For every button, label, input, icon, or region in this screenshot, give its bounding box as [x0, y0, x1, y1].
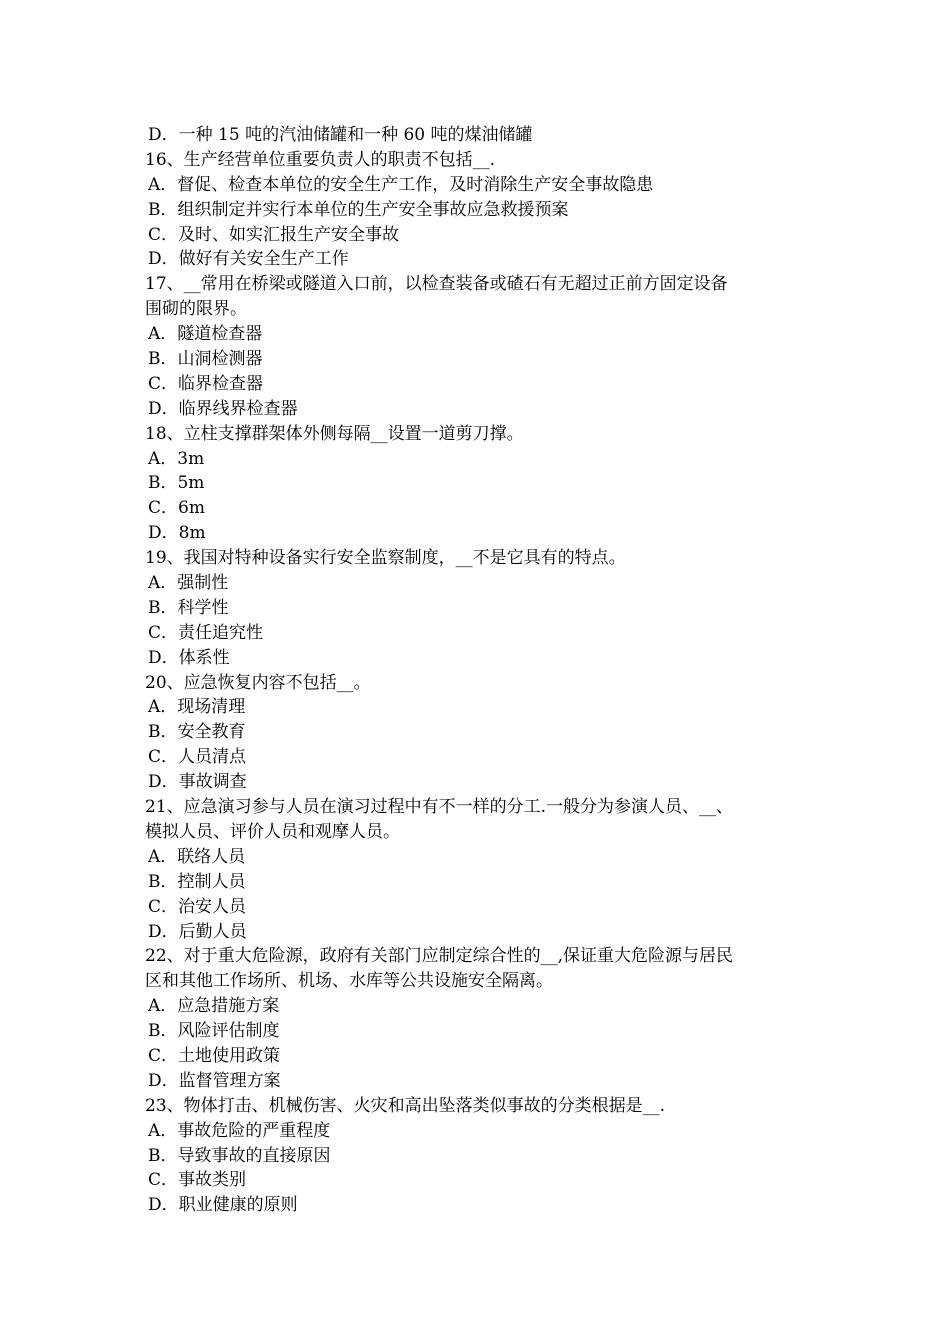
question-text: 22、对于重大危险源，政府有关部门应制定综合性的__,保证重大危险源与居民: [145, 946, 734, 967]
answer-option: C．责任追究性: [148, 622, 264, 643]
answer-option: A．应急措施方案: [148, 996, 280, 1017]
answer-option: D．一种 15 吨的汽油储罐和一种 60 吨的煤油储罐: [148, 125, 533, 145]
answer-option: D．事故调查: [148, 772, 247, 793]
answer-option: B．山洞检测器: [148, 349, 263, 370]
answer-option: B．导致事故的直接原因: [148, 1145, 331, 1166]
answer-option: B．控制人员: [148, 871, 246, 892]
answer-option: D．监督管理方案: [148, 1070, 281, 1091]
answer-option: A．督促、检查本单位的安全生产工作，及时消除生产安全事故隐患: [148, 174, 654, 195]
question-text: 21、应急演习参与人员在演习过程中有不一样的分工.一般分为参演人员、__、: [145, 797, 734, 818]
answer-option: D．职业健康的原则: [148, 1195, 298, 1216]
answer-option: B．组织制定并实行本单位的生产安全事故应急救援预案: [148, 199, 569, 220]
answer-option: B．风险评估制度: [148, 1021, 280, 1042]
answer-option: C．6m: [148, 498, 205, 519]
question-text: 围砌的限界。: [145, 299, 247, 320]
answer-option: C．人员清点: [148, 747, 247, 768]
answer-option: A．事故危险的严重程度: [148, 1120, 331, 1141]
question-text: 23、物体打击、机械伤害、火灾和高出坠落类似事故的分类根据是__.: [145, 1095, 666, 1116]
answer-option: C．及时、如实汇报生产安全事故: [148, 224, 400, 245]
answer-option: D．8m: [148, 523, 206, 544]
question-text: 19、我国对特种设备实行安全监察制度，__不是它具有的特点。: [145, 548, 626, 569]
question-text: 18、立柱支撑群架体外侧每隔__设置一道剪刀撑。: [145, 423, 524, 444]
answer-option: C．临界检查器: [148, 373, 264, 394]
answer-option: A．强制性: [148, 573, 229, 594]
answer-option: B．5m: [148, 473, 205, 494]
question-text: 17、__常用在桥梁或隧道入口前，以检查装备或碴石有无超过正前方固定设备: [145, 274, 728, 295]
answer-option: C．事故类别: [148, 1170, 247, 1191]
question-text: 区和其他工作场所、机场、水库等公共设施安全隔离。: [145, 971, 553, 992]
answer-option: B．安全教育: [148, 722, 246, 743]
answer-option: A．隧道检查器: [148, 324, 263, 345]
answer-option: C．土地使用政策: [148, 1045, 281, 1066]
answer-option: D．体系性: [148, 647, 230, 668]
answer-option: A．3m: [148, 448, 205, 469]
question-text: 20、应急恢复内容不包括__。: [145, 672, 371, 693]
answer-option: D．临界线界检查器: [148, 398, 298, 419]
answer-option: C．治安人员: [148, 896, 247, 917]
answer-option: A．现场清理: [148, 697, 246, 718]
question-text: 模拟人员、评价人员和观摩人员。: [145, 821, 400, 842]
answer-option: A．联络人员: [148, 846, 246, 867]
document-page: [145, 123, 825, 1218]
answer-option: D．后勤人员: [148, 921, 247, 942]
answer-option: D．做好有关安全生产工作: [148, 249, 349, 270]
question-text: 16、生产经营单位重要负责人的职责不包括__.: [145, 149, 496, 170]
answer-option: B．科学性: [148, 597, 229, 618]
